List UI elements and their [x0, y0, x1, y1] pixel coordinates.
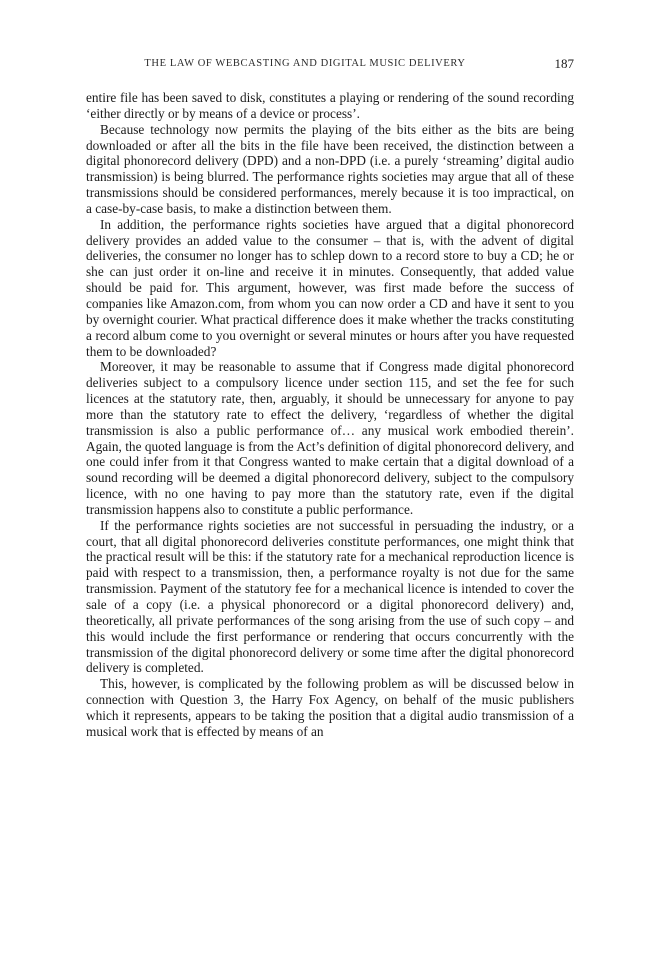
paragraph: If the performance rights societies are not successful in persuading the industry, or a court, that all digital phonorecord deliveries constitute performances, one might think that the practical result will be this: if the statutory rate for a mechanical reproduction licence is paid with respect to a transmission, then, a performance royalty is not due for the same transmission. Payment of the statutory fee for a mechanical licence is intended to cover the sale of a copy (i.e. a physical phonorecord or a digital phonorecord delivery) and, theoretically, all private performances of the song arising from the use of such copy – and this would include the first performance or rendering that occurs concurrently with the transmission of the digital phonorecord delivery or some time after the digital phonorecord delivery is completed.: [86, 517, 574, 676]
paragraph: Because technology now permits the playing of the bits either as the bits are being downloaded or after all the bits in the file have been received, the distinction between a digital phonorecord delivery (DPD) and a non-DPD (i.e. a purely ‘streaming’ digital audio transmission) is being blurred. The performance rights societies may argue that all of these transmissions should be considered performances, merely because it is too impractical, on a case-by-case basis, to make a distinction between them.: [86, 121, 574, 216]
paragraph: This, however, is complicated by the following problem as will be discussed below in connection with Question 3, the Harry Fox Agency, on behalf of the music publishers which it represents, appears to be taking the position that a digital audio transmission of a musical work that is effected by means of an: [86, 676, 574, 739]
paragraph: entire file has been saved to disk, constitutes a playing or rendering of the sound recording ‘either directly or by means of a device or process’.: [86, 90, 574, 121]
running-head: [86, 58, 574, 76]
paragraph: In addition, the performance rights societies have argued that a digital phonorecord delivery provides an added value to the consumer – that is, with the advent of digital deliveries, the consumer no longer has to schlep down to a record store to buy a CD; he or she can just order it on-line and receive it in minutes. Consequently, that added value should be paid for. This argument, however, was first made before the success of companies like Amazon.com, from whom you can now order a CD and have it sent to you by overnight courier. What practical difference does it make whether the tracks constituting a record album come to you overnight or several minutes or hours after you have requested them to be downloaded?: [86, 216, 574, 359]
running-title: THE LAW OF WEBCASTING AND DIGITAL MUSIC DELIVERY: [144, 58, 466, 69]
paragraph: Moreover, it may be reasonable to assume that if Congress made digital phonorecord deliveries subject to a compulsory licence under section 115, and set the fee for such licences at the statutory rate, then, arguably, it should be unnecessary for anyone to pay more than the statutory rate to effect the delivery, ‘regardless of whether the digital transmission is also a public performance of… any musical work embodied therein’. Again, the quoted language is from the Act’s definition of digital phonorecord delivery, and one could infer from it that Congress wanted to make certain that a digital download of a sound recording will be deemed a digital phonorecord delivery, subject to the compulsory licence, with no one having to pay more than the statutory rate, even if the digital transmission happens also to constitute a public performance.: [86, 359, 574, 517]
body-text: [86, 90, 574, 740]
page-number: 187: [554, 56, 574, 71]
